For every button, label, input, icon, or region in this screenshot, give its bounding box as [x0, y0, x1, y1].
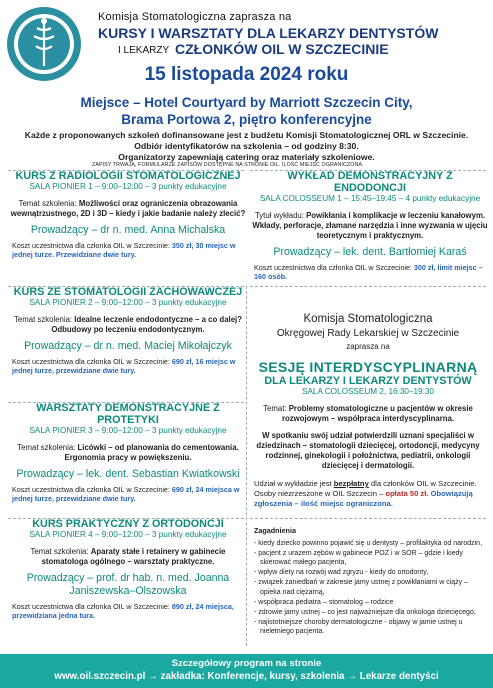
- header-title: KURSY I WARSZTATY DLA LEKARZY DENTYSTÓW: [98, 25, 439, 41]
- registration-note: ZAPISY TRWAJĄ, FORMULARZE ZAPISÓW DOSTĘPNE NA STRONIE OIL. ILOŚĆ MIEJSC OGRANICZONA.: [92, 162, 364, 168]
- course-title: KURS PRAKTYCZNY Z ORTODONCJI: [32, 518, 224, 530]
- interdisciplinary-session: [250, 312, 486, 509]
- session-fee: Udział w wykładzie jest bezpłatny dla członków OIL w Szczecinie. Osoby niezrzeszone w OIL Szczecin – opłata 50 zł. Obowiązują zgłoszenia – ilość miejsc ograniczona.: [254, 479, 477, 508]
- course-room-time: SALA PIONIER 2 – 9:00–12:00 – 3 punkty edukacyjne: [29, 298, 227, 307]
- course-title: WYKŁAD DEMONSTRACYJNY Z ENDODONCJI: [287, 170, 453, 194]
- course-topic: Temat szkolenia: Idealne leczenie endodontyczne – a co dalej? Odbudowy po leczeniu endodontycznym.: [14, 315, 242, 334]
- course-cost: Koszt uczestnictwa dla członka OIL w Szczecinie: 890 zł, 24 miejsca, przewidziana jedna tura.: [12, 602, 234, 620]
- course-topic: Tytuł wykładu: Powikłania i komplikacje w leczeniu kanałowym. Wkłady, perforacje, złamane narzędzia i inne wyzwania w ujęciu teoretycznym i praktycznym.: [252, 211, 488, 240]
- topics-heading: Zagadnienia: [254, 526, 296, 535]
- course-card-conservative: [8, 286, 248, 376]
- session-org-sub: Okręgowej Rady Lekarskiej w Szczecinie: [276, 328, 460, 339]
- course-title: KURS Z RADIOLOGII STOMATOLOGICZNEJ: [15, 170, 241, 182]
- course-room-time: SALA PIONIER 4 – 9:00–12:00 – 3 punkty edukacyjne: [29, 530, 227, 539]
- list-item: - współpraca pediatra – stomatolog – rodzice: [254, 598, 394, 606]
- venue-line-2: Brama Portowa 2, piętro konferencyjne: [121, 112, 372, 127]
- course-cost: Koszt uczestnictwa dla członka OIL w Szczecinie: 300 zł, limit miejsc – 160 osób.: [254, 263, 483, 281]
- session-topic: Temat: Problemy stomatologiczne u pacjentów w okresie rozwojowym – współpraca interdyscyplinarna.: [263, 404, 473, 423]
- course-cost: Koszt uczestnictwa dla członka OIL w Szczecinie: 690 zł, 16 miejsc w jednej turze, przewidziane dwie tury.: [12, 357, 236, 375]
- topics-list: [254, 539, 484, 636]
- course-topic: Temat szkolenia: Aparaty stałe i retainery w gabinecie stomatologa ogólnego – warsztaty praktyczne.: [30, 547, 226, 566]
- course-title: KURS ZE STOMATOLOGII ZACHOWAWCZEJ: [13, 286, 243, 298]
- course-room-time: SALA PIONIER 1 – 9:00–12:00 – 3 punkty edukacyjne: [29, 182, 227, 191]
- course-room-time: SALA COLOSSEUM 1 – 15:45–19:45 – 4 punkty edukacyjne: [259, 194, 481, 203]
- course-room-time: SALA PIONIER 3 – 9:00–12:00 – 3 punkty edukacyjne: [29, 426, 227, 435]
- intro-line-3: Organizatorzy zapewniają catering oraz materiały szkoleniowe.: [118, 152, 375, 162]
- course-lecturer: Prowadzący – lek. dent. Bartłomiej Karaś: [273, 246, 467, 258]
- venue: [0, 94, 493, 128]
- list-item: - kiedy dziecko powinno pojawić się u dentysty – profilaktyka od narodzin,: [254, 540, 483, 548]
- footer-banner: [0, 654, 493, 688]
- list-item: - zdrowie jamy ustnej – co jest najważniejsze dla onkologa dziecięcego,: [254, 608, 476, 616]
- session-invite: zaprasza na: [346, 342, 390, 351]
- session-org: Komisja Stomatologiczna: [303, 313, 433, 325]
- header-subtitle: CZŁONKÓW OIL W SZCZECINIE: [175, 41, 389, 57]
- session-topics: [254, 526, 484, 637]
- course-card-prosthetics: [8, 402, 248, 503]
- session-title: SESJĘ INTERDYSCYPLINARNĄ: [258, 359, 478, 375]
- footer-link[interactable]: www.oil.szczecin.pl → zakładka: Konferencje, kursy, szkolenia → Lekarze dentyści: [54, 671, 439, 682]
- course-lecturer: Prowadzący – dr n. med. Maciej Mikołajczyk: [24, 340, 232, 352]
- session-subtitle: DLA LEKARZY I LEKARZY DENTYSTÓW: [264, 375, 472, 387]
- intro: [10, 130, 483, 163]
- course-topic: Temat szkolenia: Licówki – od planowania do cementowania. Ergonomia pracy w powiększeniu.: [17, 443, 239, 462]
- course-topic: Temat szkolenia: Możliwości oraz ograniczenia obrazowania wewnątrzustnego, 2D i 3D – kiedy i jakie badanie należy zlecić?: [10, 199, 246, 218]
- session-room: SALA COLOSSEUM 2, 16:30–19:30: [302, 387, 434, 396]
- course-cost: Koszt uczestnictwa dla członka OIL w Szczecinie: 350 zł, 30 miejsc w jednej turze. Przewidziane dwie tury.: [12, 241, 236, 259]
- venue-line-1: Miejsce – Hotel Courtyard by Marriott Szczecin City,: [80, 95, 413, 110]
- event-date: 15 listopada 2024 roku: [144, 64, 349, 85]
- course-lecturer: Prowadzący – dr n. med. Anna Michalska: [30, 224, 226, 236]
- course-card-endodontics: [250, 170, 490, 281]
- header-inviter: Komisja Stomatologiczna zaprasza na: [98, 11, 292, 23]
- course-cost: Koszt uczestnictwa dla członka OIL w Szczecinie: 690 zł, 24 miejsca w jednej turze, przewidziane dwie tury.: [12, 485, 240, 503]
- course-lecturer: Prowadzący – prof. dr hab. n. med. Joanna Janiszewska–Olszowska: [26, 572, 230, 597]
- footer-line-1: Szczegółowy program na stronie: [171, 658, 322, 669]
- list-item: - najistotniejsze choroby dermatologiczne - objawy w jamie ustnej u nieletniego pacjenta.: [254, 618, 463, 635]
- intro-line-1: Każde z proponowanych szkoleń dofinansowane jest z budżetu Komisji Stomatologicznej ORL w Szczecinie.: [24, 130, 469, 140]
- course-lecturer: Prowadzący – lek. dent. Sebastian Kwiatkowski: [16, 468, 240, 480]
- session-speakers: W spotkaniu swój udział potwierdzili uznani specjaliści w dziedzinach – stomatologii dziecięcej, ortodoncji, medycyny rodzinnej, ginekologii i położnictwa, pediatrii, onkologii dziecięcej i dermatologii.: [256, 431, 480, 470]
- list-item: - wpływ diety na rozwój wad zgryzu - kiedy do ortodonty,: [254, 569, 429, 577]
- course-card-orthodontics: [8, 518, 248, 620]
- course-title: WARSZTATY DEMONSTRACYJNE Z PROTETYKI: [36, 402, 220, 426]
- intro-line-2: Odbiór identyfikatorów na szkolenia – od godziny 8:30.: [134, 141, 359, 151]
- header-prefix: I LEKARZY: [118, 45, 170, 56]
- list-item: - związek zaniedbań w zakresie jamy ustnej z powikłaniami w ciąży – opieka nad ciężarną,: [254, 579, 468, 596]
- list-item: - pacjent z urazem zębów w gabinecie POZ i w SOR – gdzie i kiedy skierować małego pacjenta,: [254, 550, 463, 567]
- divider: [250, 518, 486, 519]
- course-card-radiology: [8, 170, 248, 266]
- divider: [250, 286, 486, 287]
